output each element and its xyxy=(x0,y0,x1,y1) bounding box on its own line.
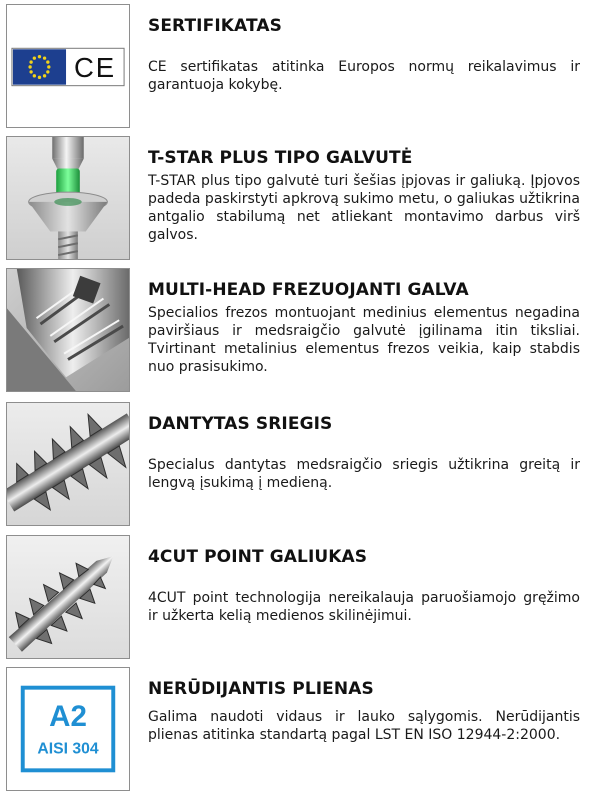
feature-title: 4CUT POINT GALIUKAS xyxy=(148,547,368,567)
feature-4cut-point xyxy=(0,535,600,661)
milling-head-image xyxy=(6,268,130,392)
ce-certificate-image xyxy=(6,4,130,128)
serrated-thread-image xyxy=(6,402,130,526)
t-star-head-photo xyxy=(7,137,129,259)
feature-title: T-STAR PLUS TIPO GALVUTĖ xyxy=(148,148,413,168)
feature-description: Specialios frezos montuojant medinius elementus negadina paviršiaus ir medsraigčio galvutė įgilinama itin tiksliai. Tvirtinant metalinius elementus frezos veikia, kaip stabdis nuo prasisukimo. xyxy=(148,305,580,375)
t-star-head-image xyxy=(6,136,130,260)
feature-stainless-steel xyxy=(0,667,600,793)
feature-title: DANTYTAS SRIEGIS xyxy=(148,414,333,434)
feature-description: 4CUT point technologija nereikalauja paruošiamojo gręžimo ir užkerta kelią medienos skilinėjimui. xyxy=(148,590,580,624)
feature-certificate xyxy=(0,4,600,130)
a2-label: A2 xyxy=(49,700,87,734)
serrated-thread-photo xyxy=(7,403,129,525)
ce-certificate-icon xyxy=(7,5,129,127)
feature-t-star-head xyxy=(0,136,600,262)
a2-stainless-image xyxy=(6,667,130,791)
feature-description: CE sertifikatas atitinka Europos normų reikalavimus ir garantuoja kokybę. xyxy=(148,59,580,93)
feature-description: T-STAR plus tipo galvutė turi šešias įpjovas ir galiuką. Įpjovos padeda paskirstyti apkrovą sukimo metu, o galiukas užtikrina antgalio stabilumą net atliekant montavimo darbus virš galvos. xyxy=(148,173,580,243)
milling-head-photo xyxy=(7,269,129,391)
feature-title: MULTI-HEAD FREZUOJANTI GALVA xyxy=(148,280,469,300)
feature-serrated-thread xyxy=(0,402,600,528)
ce-mark: CE xyxy=(73,51,117,83)
4cut-point-photo xyxy=(7,536,129,658)
feature-title: NERŪDIJANTIS PLIENAS xyxy=(148,679,374,699)
4cut-point-image xyxy=(6,535,130,659)
a2-stainless-icon xyxy=(7,668,129,790)
feature-description: Galima naudoti vidaus ir lauko sąlygomis. Nerūdijantis plienas atitinka standartą pagal LST EN ISO 12944-2:2000. xyxy=(148,709,580,743)
aisi-label: AISI 304 xyxy=(37,740,99,758)
feature-description: Specialus dantytas medsraigčio sriegis užtikrina greitą ir lengvą įsukimą į medieną. xyxy=(148,457,580,491)
feature-title: SERTIFIKATAS xyxy=(148,16,282,36)
feature-milling-head xyxy=(0,268,600,394)
